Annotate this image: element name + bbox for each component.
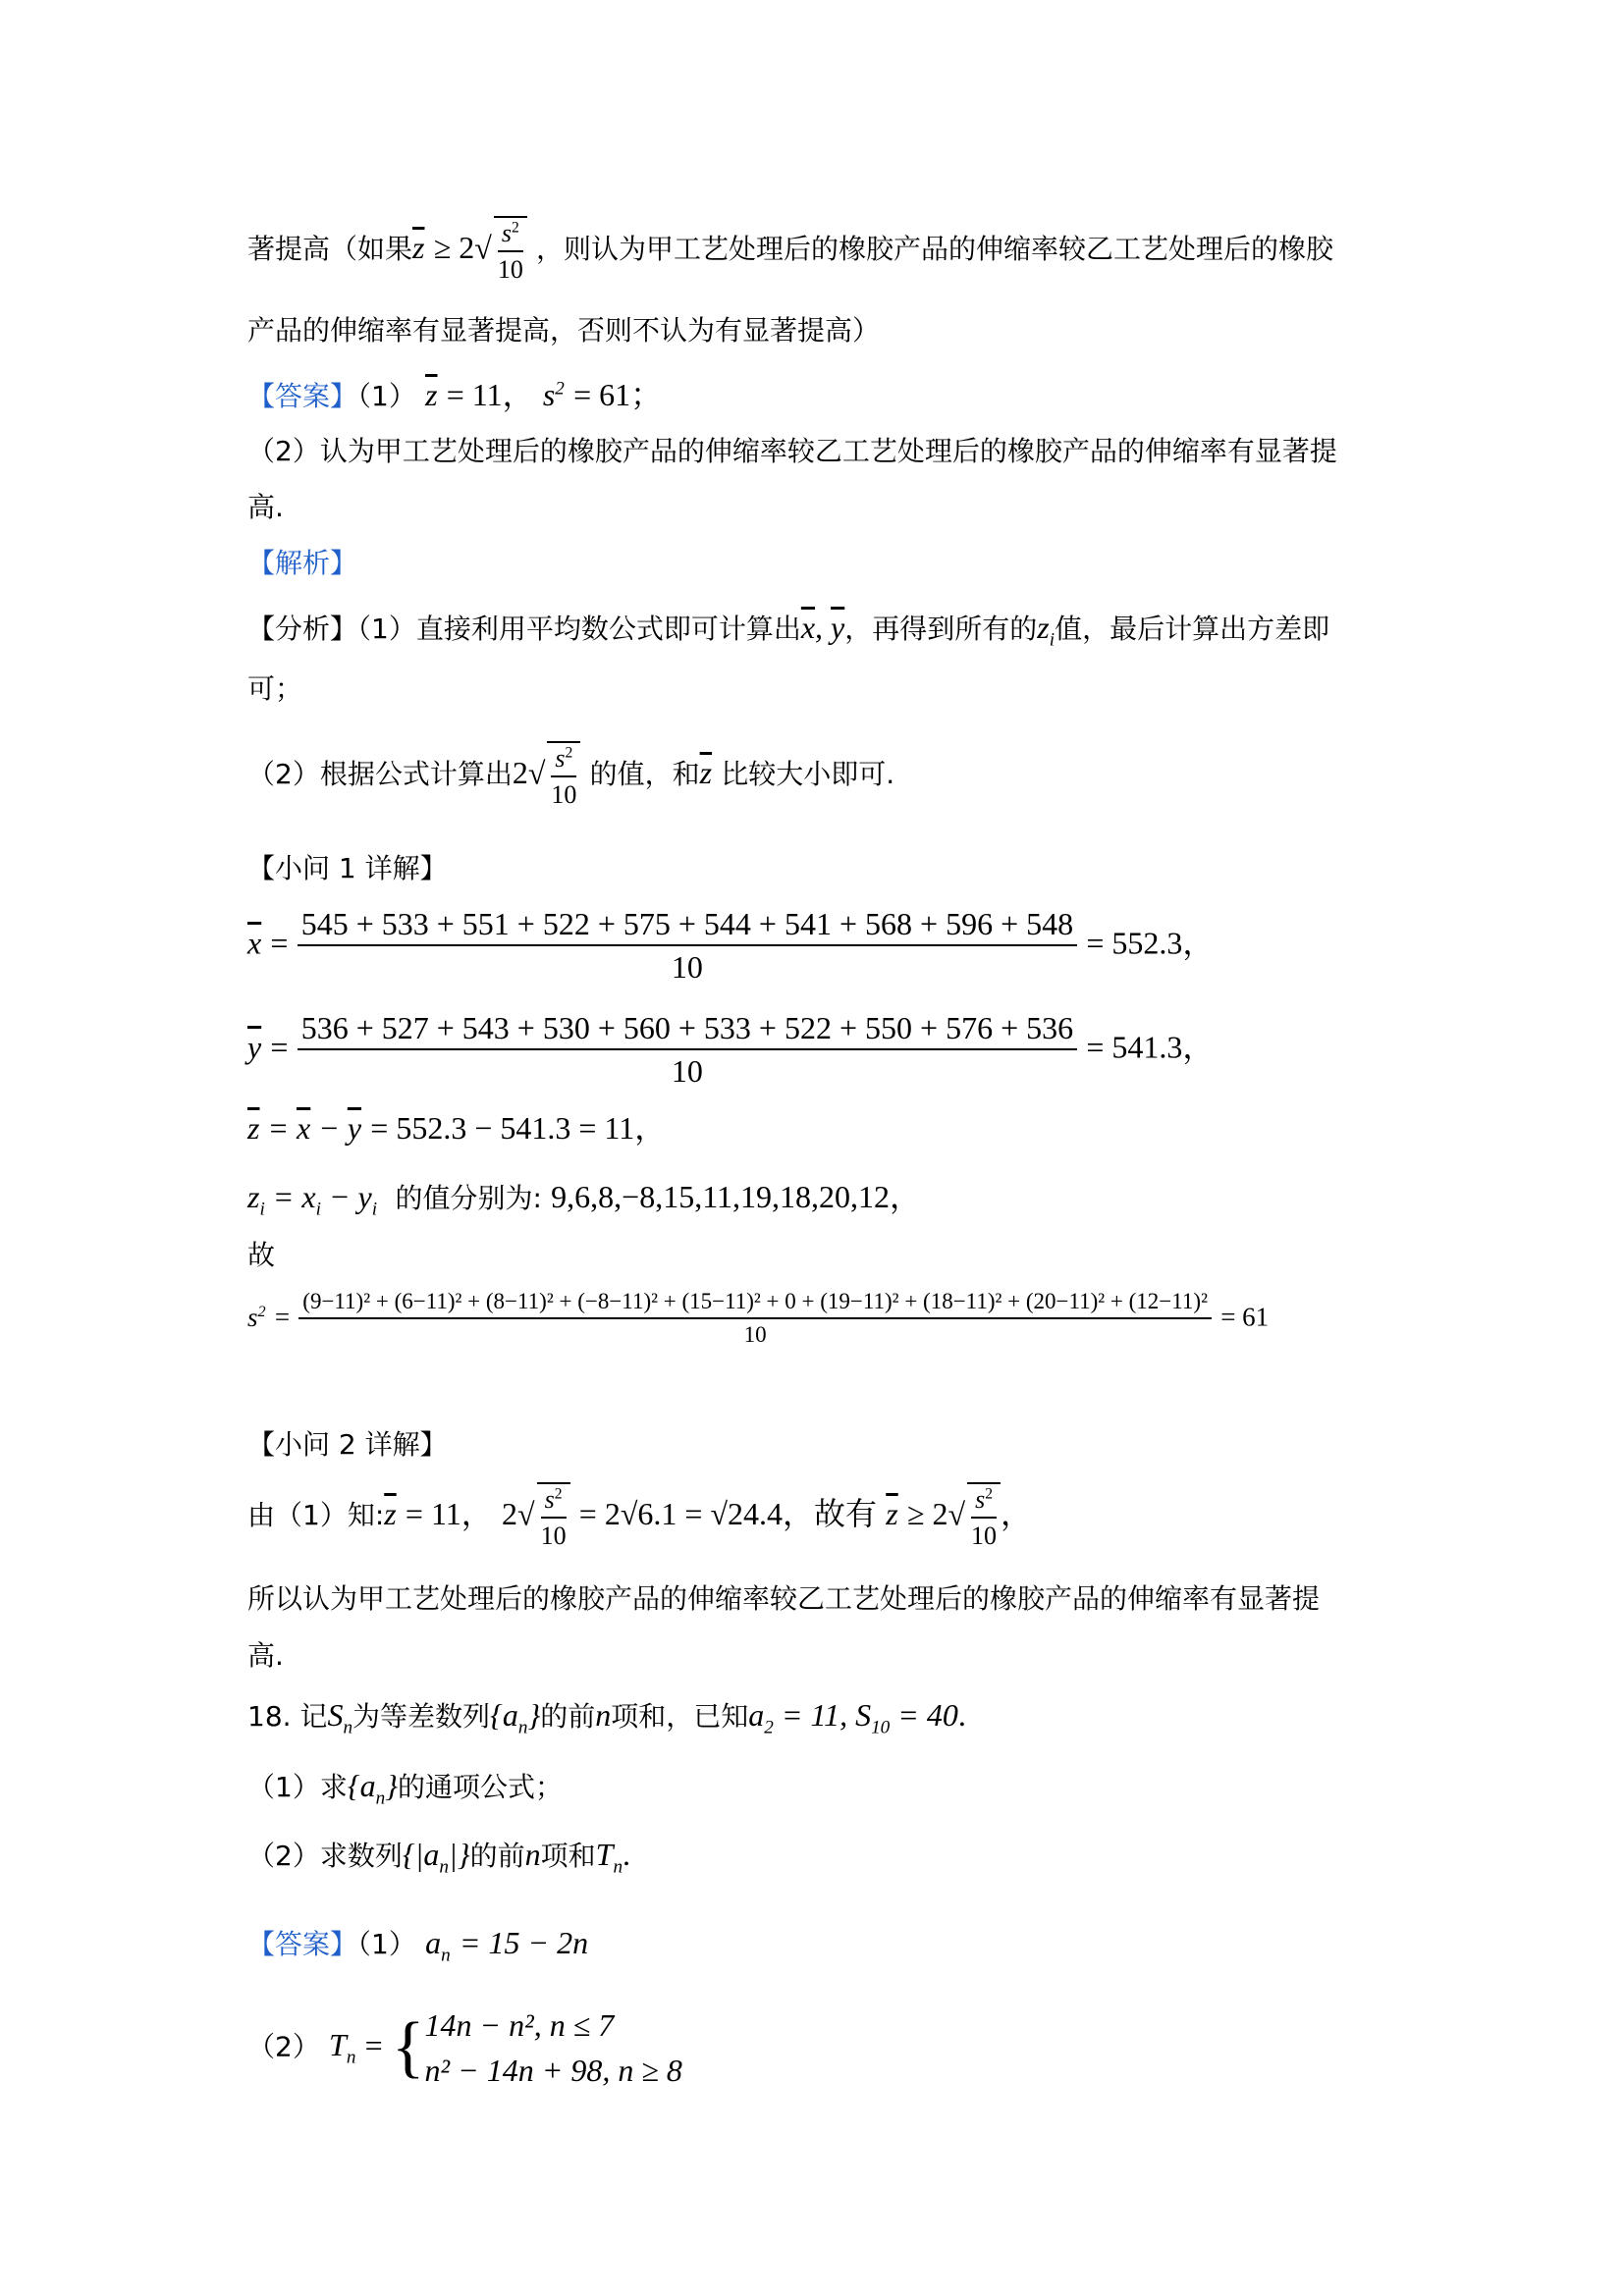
fenxi-line-3: （2）根据公式计算出2√ $\frac{s^2}{10}$ 的值，和$\overline{z}$ 比较大小即可. [247,741,894,810]
answer-line-2: （2）认为甲工艺处理后的橡胶产品的伸缩率较乙工艺处理后的橡胶产品的伸缩率有显著提 [247,435,1337,467]
gu-text: 故 [247,1239,276,1271]
conclusion-line-1: 所以认为甲工艺处理后的橡胶产品的伸缩率较乙工艺处理后的橡胶产品的伸缩率有显著提 [247,1582,1321,1615]
answer-line-3: 高. [247,491,284,523]
zi-values: $z_i = x_i - y_i$ 的值分别为: 9,6,8,−8,15,11,19,18,20,12， [247,1179,922,1220]
problem-18-part-2: （2）求数列$\{|a_n|\}$的前n项和$T_n$. [247,1837,631,1878]
compare-eq: 由（1）知$:\overline{z} = 11$， 2√ $\frac{s^2}{10}$ = 2√6.1 = √24.4，故有 $\overline{z} \ge 2√$ $\frac{s^2}{10}$ ， [247,1482,1032,1551]
line-condition-2: 产品的伸缩率有显著提高，否则不认为有显著提高） [247,314,881,347]
answer-line-1: 【答案】（1） $\overline{z} = 11$， $s^2 = 61$； [247,377,663,412]
subq-2-heading: 【小问 2 详解】 [247,1428,448,1461]
answer-18-1: 【答案】（1） $a_n = 15 - 2n$ [247,1925,589,1966]
problem-18-part-1: （1）求$\{a_n\}$的通项公式； [247,1768,564,1809]
fenxi-line-2: 可； [247,672,303,705]
ybar-eq: $\overline{y}$ = $\frac{536 + 527 + 543 + 530 + 560 + 533 + 522 + 550 + 576 + 536}{10}$ = 541.3， [247,1010,1215,1090]
sqrt-s2-10: √ $\frac{s^2}{10}$ [474,216,527,285]
s2-eq: $s^2$ = (9−11)² + (6−11)² + (8−11)² + (−8−11)² + (15−11)² + 0 + (19−11)² + (18−11)² + (20−11)² + (12−11)² 10 = 61 [247,1289,1270,1347]
zbar-eq: $\overline{z} = \overline{x} - \overline{y} = 552.3 - 541.3 = 11$， [247,1110,667,1146]
answer-18-2: （2） $T_n$ = { 14n − n², n ≤ 7 n² − 14n + 98, n ≥ 8 [247,2007,682,2089]
analysis-tag: 【解析】 [247,547,358,579]
z-bar: $\overline{z}$ [412,230,425,266]
answer-tag: 【答案】 [247,380,358,412]
line-condition: 著提高（如果$\overline{z} \ge 2√$ $\frac{s^2}{10}$ ，则认为甲工艺处理后的橡胶产品的伸缩率较乙工艺处理后的橡胶 [247,216,1333,285]
problem-18: 18. 记$S_n$为等差数列$\{a_n\}$的前n项和，已知$a_2 = 11$, $S_{10} = 40$. [247,1697,966,1738]
fenxi-line-1: 【分析】（1）直接利用平均数公式即可计算出$\overline{x}$, $\overline{y}$，再得到所有的$z_i$值，最后计算出方差即 [247,610,1330,651]
conclusion-line-2: 高. [247,1639,284,1672]
xbar-eq: $\overline{x}$ = $\frac{545 + 533 + 551 + 522 + 575 + 544 + 541 + 568 + 596 + 548}{10}$ = 552.3， [247,906,1215,986]
subq-1-heading: 【小问 1 详解】 [247,852,448,884]
left-brace: { [391,2009,425,2086]
